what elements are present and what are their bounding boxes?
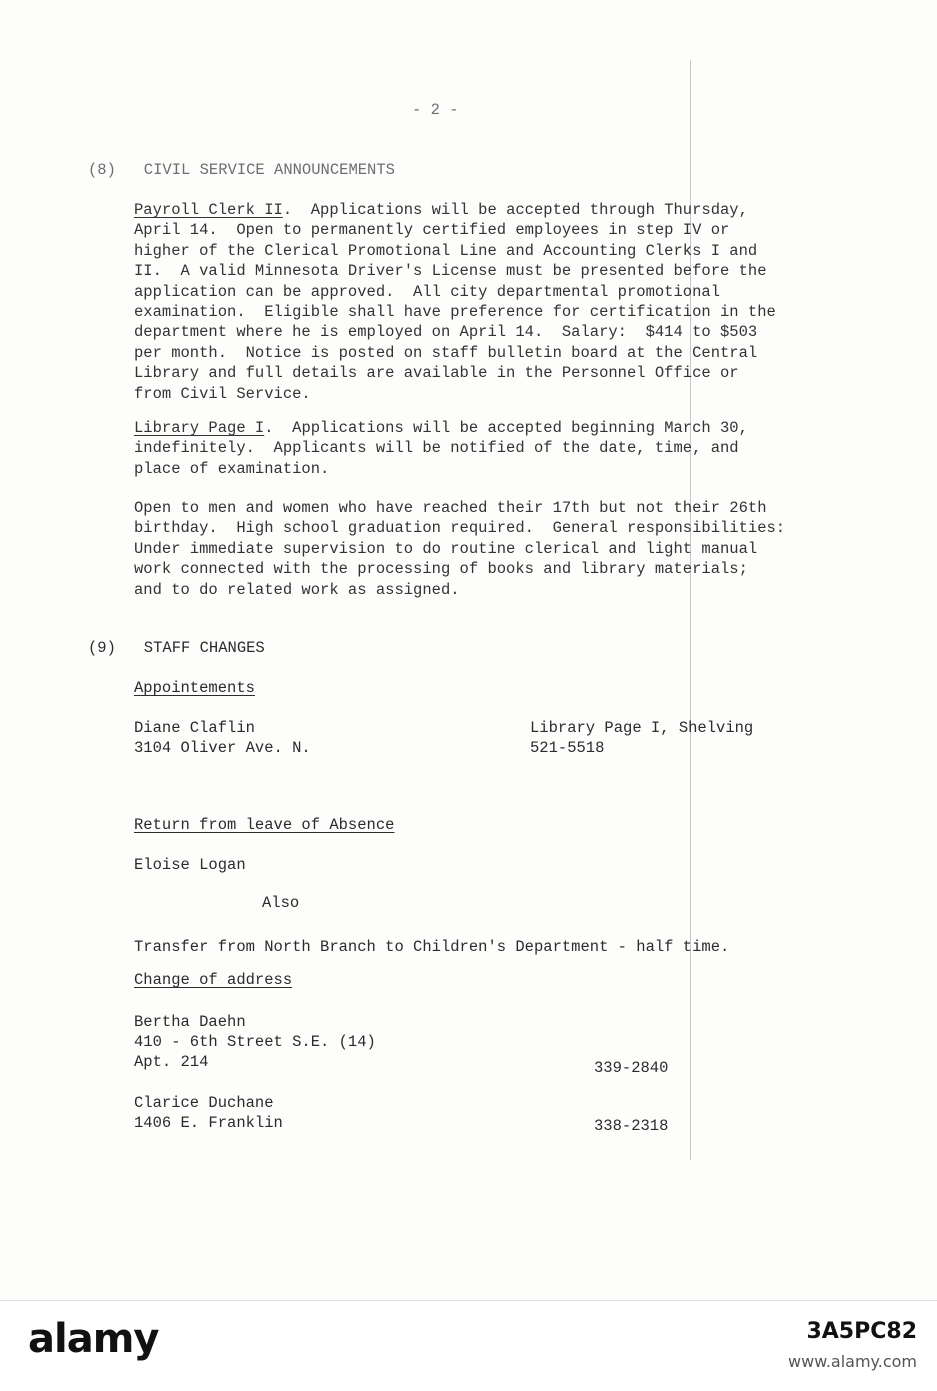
appointee-phone: 521-5518 — [530, 739, 605, 757]
payroll-title: Payroll Clerk II — [134, 201, 283, 219]
appointee-address: 3104 Oliver Ave. N. — [134, 739, 311, 757]
appointee-name: Diane Claflin — [134, 719, 255, 737]
site-url: www.alamy.com — [788, 1352, 917, 1371]
return-title: Return from leave of Absence — [134, 816, 395, 834]
library-page-title: Library Page I — [134, 419, 265, 437]
person2-name: Clarice Duchane — [134, 1094, 274, 1112]
person1-name: Bertha Daehn — [134, 1013, 246, 1031]
section-9-heading: (9) STAFF CHANGES — [88, 639, 265, 657]
image-id: 3A5PC82 — [806, 1319, 917, 1344]
person2-phone: 338-2318 — [594, 1117, 669, 1135]
page-number: - 2 - — [412, 101, 459, 119]
section-8-heading: (8) CIVIL SERVICE ANNOUNCEMENTS — [88, 161, 395, 179]
person2-street: 1406 E. Franklin — [134, 1114, 283, 1132]
person1-phone: 339-2840 — [594, 1059, 669, 1077]
appointments-title: Appointements — [134, 679, 255, 697]
address-title: Change of address — [134, 971, 293, 989]
alamy-logo: alamy — [28, 1316, 159, 1362]
eligibility-paragraph: Open to men and women who have reached their 17th but not their 26th birthday. High school graduation required. General responsibilities: Under immediate supervision to do routine clerical and light manual work connected with the processing of books and library materials; and to do related work as assigned. — [134, 499, 786, 599]
transfer-line: Transfer from North Branch to Children's Department - half time. — [134, 938, 730, 956]
person1-street: 410 - 6th Street S.E. (14) — [134, 1033, 376, 1051]
library-page-paragraph: Library Page I. Applications will be accepted beginning March 30, indefinitely. Applicants will be notified of the date, time, and place of examination. — [134, 419, 748, 478]
appointee-position: Library Page I, Shelving — [530, 719, 754, 737]
person1-apt: Apt. 214 — [134, 1053, 209, 1071]
return-name: Eloise Logan — [134, 856, 246, 874]
also-label: Also — [262, 894, 300, 912]
payroll-paragraph: Payroll Clerk II. Applications will be accepted through Thursday, April 14. Open to permanently certified employees in step IV or higher of the Clerical Promotional Line and Accounting Clerks I and II. A valid Minnesota Driver's License must be presented before the application can be approved. All city departmental promotional examination. Eligible shall have preference for certification in the department where he is employed on April 14. Salary: $414 to $503 per month. Notice is posted on staff bulletin board at the Central Library and full details are available in the Personnel Office or from Civil Service. — [134, 201, 776, 403]
